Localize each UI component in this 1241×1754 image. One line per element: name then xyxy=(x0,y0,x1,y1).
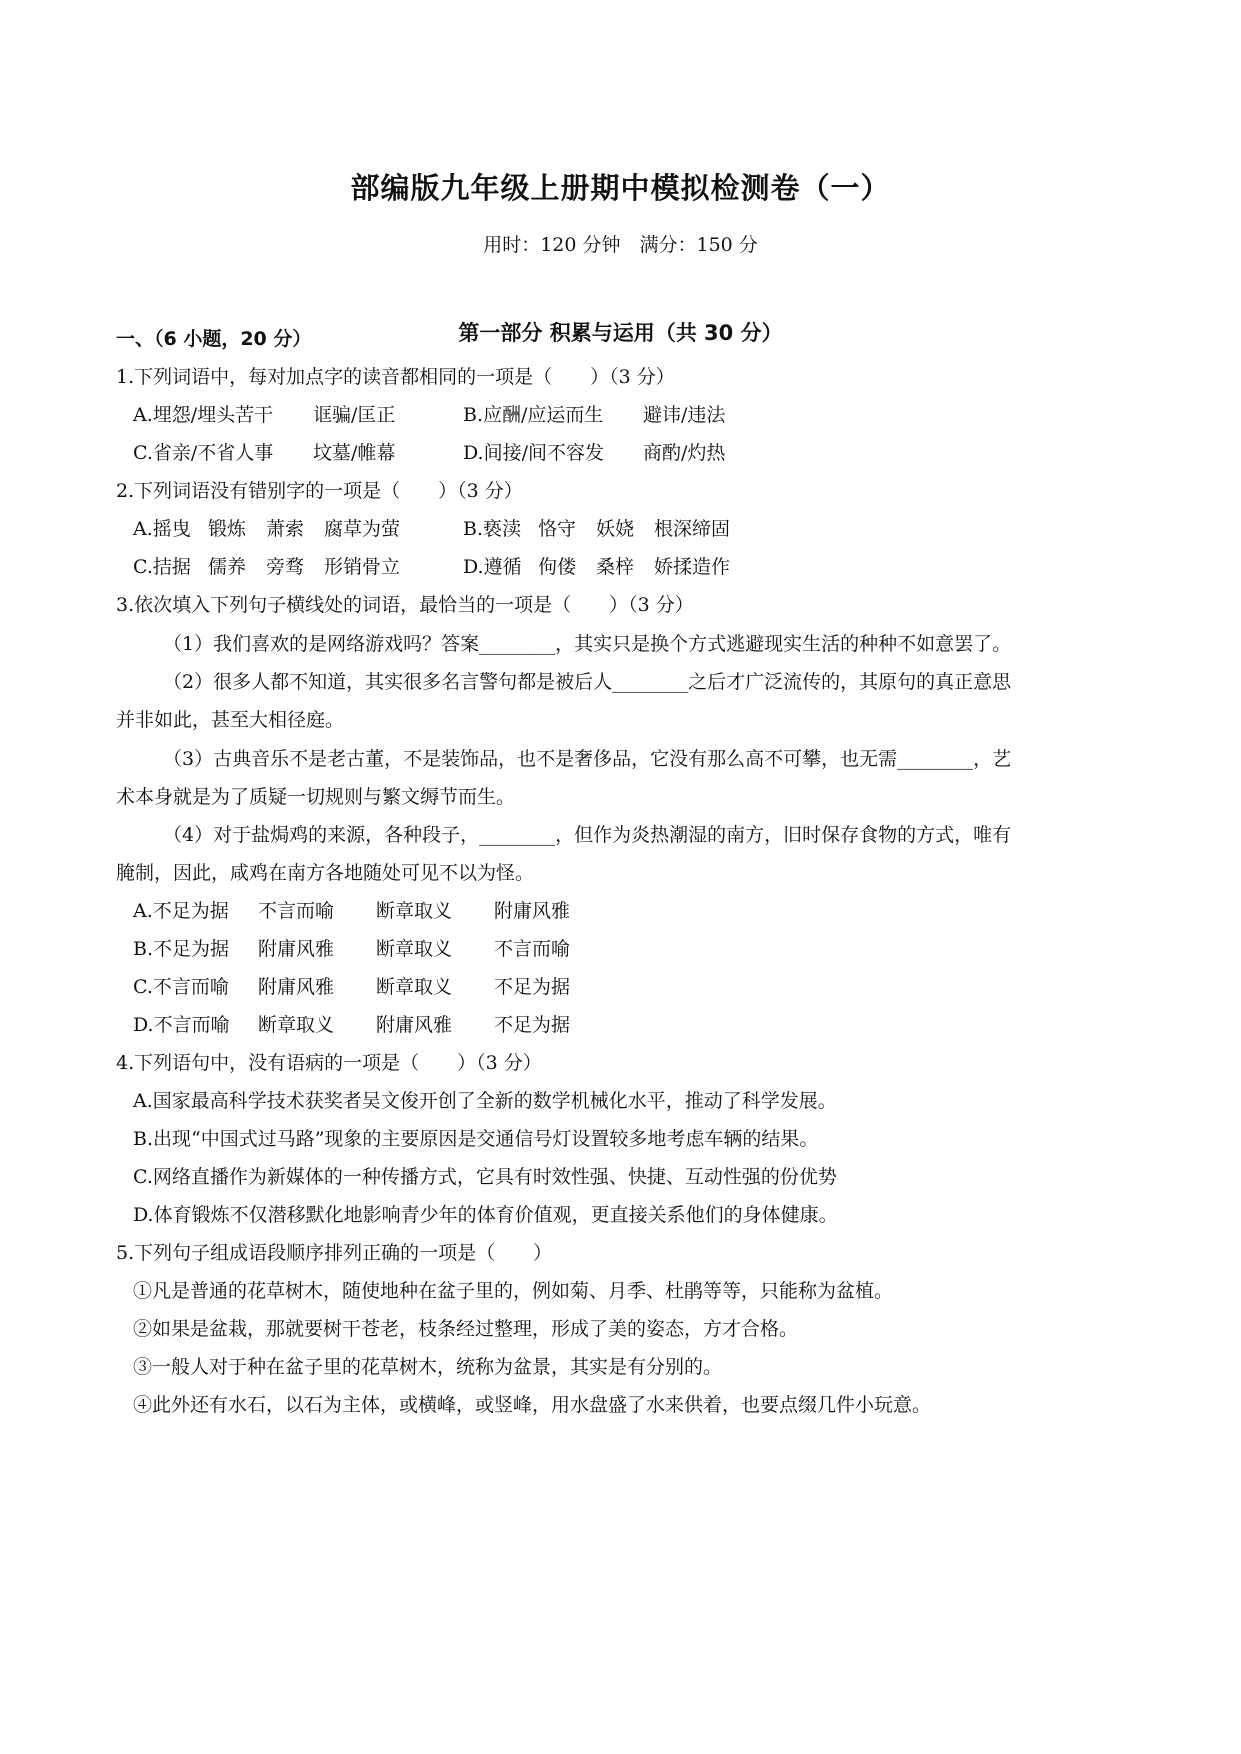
q5-sentence-1: ①凡是普通的花草树木，随使地种在盆子里的，例如菊、月季、杜鹃等等，只能称为盆植。 xyxy=(133,1280,894,1302)
q1-option-a-word1: A.埋怨/埋头苦干 xyxy=(133,404,274,426)
q4-option-a: A.国家最高科学技术获奖者吴文俊开创了全新的数学机械化水平，推动了科学发展。 xyxy=(133,1090,837,1112)
q3-sentence-4a: （4）对于盐焗鸡的来源，各种段子，________，但作为炎热潮湿的南方，旧时保存食物的方式，唯有 xyxy=(163,824,1012,846)
q3-option-a-4: 附庸风雅 xyxy=(494,900,571,922)
q3-option-c-1: C.不言而喻 xyxy=(133,976,229,998)
q3-option-b-3: 断章取义 xyxy=(376,938,453,960)
q2-option-a-1: A.摇曳 xyxy=(133,518,191,540)
q3-option-a-3: 断章取义 xyxy=(376,900,453,922)
q1-option-d-word2: 商酌/灼热 xyxy=(643,442,726,464)
q2-option-c-4: 形销骨立 xyxy=(324,556,401,578)
q2-option-d-4: 娇揉造作 xyxy=(654,556,731,578)
page-title: 部编版九年级上册期中模拟检测卷（一） xyxy=(350,171,891,205)
q3-sentence-2b: 并非如此，甚至大相径庭。 xyxy=(116,709,345,731)
q2-option-c-3: 旁骛 xyxy=(266,556,305,578)
q3-sentence-2a: （2）很多人都不知道，其实很多名言警句都是被后人________之后才广泛流传的，其原句的真正意思 xyxy=(163,671,1012,693)
q3-option-c-2: 附庸风雅 xyxy=(258,976,335,998)
q3-option-d-2: 断章取义 xyxy=(258,1014,335,1036)
q3-option-c-3: 断章取义 xyxy=(376,976,453,998)
q3-option-a xyxy=(133,898,1143,924)
q1-options-row1 xyxy=(133,402,1143,428)
q5-sentence-4: ④此外还有水石，以石为主体，或横峰，或竖峰，用水盘盛了水来供着，也要点缀几件小玩意。 xyxy=(133,1394,932,1416)
q3-option-b xyxy=(133,936,1143,962)
q2-option-b-2: 恪守 xyxy=(538,518,577,540)
q2-options-row1 xyxy=(133,516,1143,542)
q2-option-d-1: D.遵循 xyxy=(463,556,522,578)
q2-option-b-3: 妖娆 xyxy=(596,518,635,540)
q3-option-c xyxy=(133,974,1143,1000)
q3-option-d-4: 不足为据 xyxy=(494,1014,571,1036)
q2-option-d-2: 佝偻 xyxy=(538,556,577,578)
q1-option-d-word1: D.间接/间不容发 xyxy=(463,442,604,464)
q1-option-a-word2: 诓骗/匡正 xyxy=(313,404,396,426)
section-title: 第一部分 积累与运用（共 30 分） xyxy=(458,321,783,345)
q3-stem: 3.依次填入下列句子横线处的词语，最恰当的一项是（ ）（3 分） xyxy=(116,594,694,616)
q3-option-d-3: 附庸风雅 xyxy=(376,1014,453,1036)
q1-option-c-word2: 坟墓/帷幕 xyxy=(313,442,396,464)
q2-option-a-3: 萧索 xyxy=(266,518,305,540)
exam-meta: 用时：120 分钟 满分：150 分 xyxy=(483,234,758,256)
q3-sentence-1: （1）我们喜欢的是网络游戏吗？答案________，其实只是换个方式逃避现实生活的种种不如意罢了。 xyxy=(163,633,1012,655)
q2-option-c-1: C.拮据 xyxy=(133,556,191,578)
q2-options-row2 xyxy=(133,554,1143,580)
q3-option-d-1: D.不言而喻 xyxy=(133,1014,230,1036)
q3-option-a-2: 不言而喻 xyxy=(258,900,335,922)
q5-stem: 5.下列句子组成语段顺序排列正确的一项是（ ） xyxy=(116,1242,553,1264)
q2-option-a-4: 腐草为萤 xyxy=(324,518,401,540)
q1-option-b-word1: B.应酬/应运而生 xyxy=(463,404,604,426)
q4-stem: 4.下列语句中，没有语病的一项是（ ）（3 分） xyxy=(116,1052,542,1074)
q2-option-b-1: B.亵渎 xyxy=(463,518,522,540)
q3-option-c-4: 不足为据 xyxy=(494,976,571,998)
q4-option-d: D.体育锻炼不仅潜移默化地影响青少年的体育价值观，更直接关系他们的身体健康。 xyxy=(133,1204,838,1226)
q5-sentence-2: ②如果是盆栽，那就要树干苍老，枝条经过整理，形成了美的姿态，方才合格。 xyxy=(133,1318,799,1340)
q1-stem: 1.下列词语中，每对加点字的读音都相同的一项是（ ）（3 分） xyxy=(116,366,675,388)
q1-option-c-word1: C.省亲/不省人事 xyxy=(133,442,274,464)
q2-option-a-2: 锻炼 xyxy=(208,518,247,540)
q3-option-a-1: A.不足为据 xyxy=(133,900,229,922)
q2-stem: 2.下列词语没有错别字的一项是（ ）（3 分） xyxy=(116,480,523,502)
q3-option-d xyxy=(133,1012,1143,1038)
q3-option-b-1: B.不足为据 xyxy=(133,938,230,960)
q1-options-row2 xyxy=(133,440,1143,466)
q3-option-b-4: 不言而喻 xyxy=(494,938,571,960)
q2-option-c-2: 儒养 xyxy=(208,556,247,578)
q3-sentence-3b: 术本身就是为了质疑一切规则与繁文缛节而生。 xyxy=(116,786,516,808)
q4-option-b: B.出现“中国式过马路”现象的主要原因是交通信号灯设置较多地考虑车辆的结果。 xyxy=(133,1128,819,1150)
question-group-heading: 一、（6 小题，20 分） xyxy=(116,328,312,350)
q3-sentence-3a: （3）古典音乐不是老古董，不是装饰品，也不是奢侈品，它没有那么高不可攀，也无需________，艺 xyxy=(163,748,1012,770)
q1-option-b-word2: 避讳/违法 xyxy=(643,404,726,426)
q4-option-c: C.网络直播作为新媒体的一种传播方式，它具有时效性强、快捷、互动性强的份优势 xyxy=(133,1166,837,1188)
q3-option-b-2: 附庸风雅 xyxy=(258,938,335,960)
q2-option-b-4: 根深缔固 xyxy=(654,518,731,540)
q2-option-d-3: 桑梓 xyxy=(596,556,635,578)
q3-sentence-4b: 腌制，因此，咸鸡在南方各地随处可见不以为怪。 xyxy=(116,862,535,884)
q5-sentence-3: ③一般人对于种在盆子里的花草树木，统称为盆景，其实是有分别的。 xyxy=(133,1356,723,1378)
